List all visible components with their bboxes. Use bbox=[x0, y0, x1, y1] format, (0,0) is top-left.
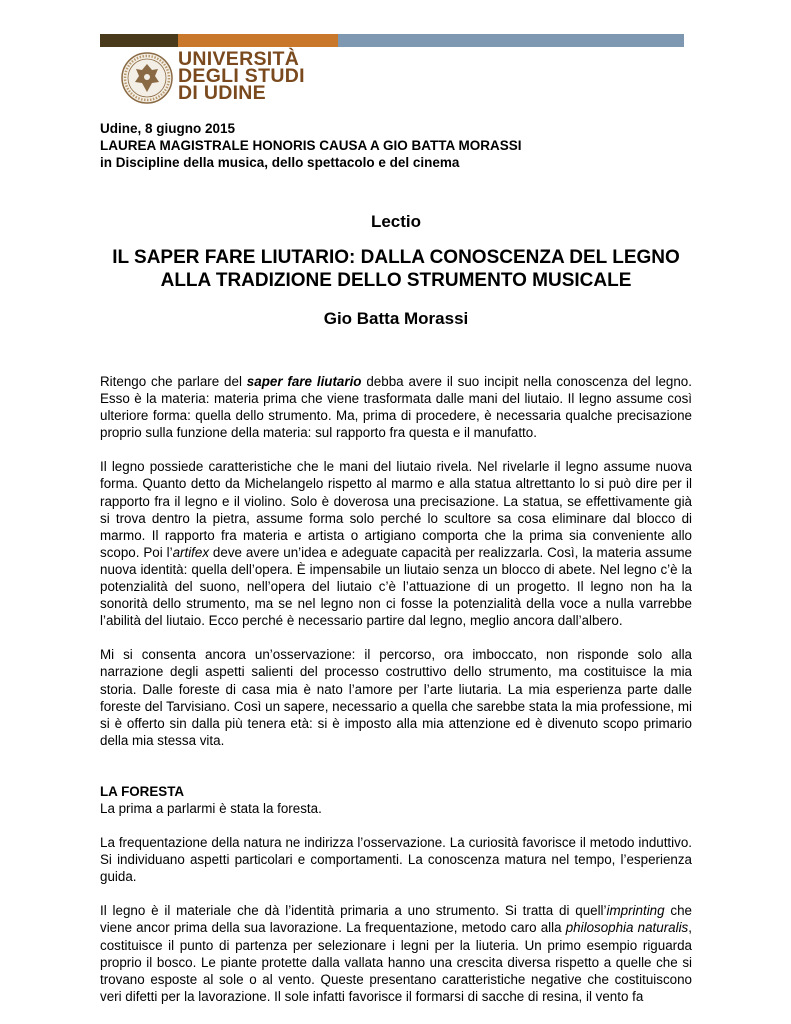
paragraph-4: La prima a parlarmi è stata la foresta. bbox=[100, 800, 322, 816]
logo-line-3: DI UDINE bbox=[178, 82, 266, 104]
header-bar-dark bbox=[100, 34, 178, 47]
p1-emphasis: saper fare liutario bbox=[246, 374, 362, 389]
paragraph-2 bbox=[100, 458, 692, 629]
p1-text-a: Ritengo che parlare del bbox=[100, 374, 247, 389]
document-title bbox=[100, 246, 692, 292]
header-field: in Discipline della musica, dello spettacolo e del cinema bbox=[100, 155, 460, 170]
p1-text-c: debba avere il suo incipit nella conoscenza del legno. Esso è la materia: materia prima che viene trasformata dalle mani del liutaio. Il legno assume così ulteriore forma: quella dello strumento. Ma, prima di procedere, è necessaria qualche precisazione proprio sulla funzione della materia: sul rapporto fra questa e il manufatto. bbox=[100, 374, 692, 441]
university-logo bbox=[178, 48, 305, 104]
header-bar-blue bbox=[338, 34, 684, 47]
header-bar-orange bbox=[178, 34, 338, 47]
p2-text-a: Il legno possiede caratteristiche che le mani del liutaio rivela. Nel rivelarle il legno assume nuova forma. Quanto detto da Michelangelo rispetto al marmo e alla statua altrettanto lo si può dire per il rapporto fra il legno e il violino. Solo è doverosa una precisazione. La statua, se effettivamente già si trova dentro la pietra, assume forma solo perché lo scultore sa cosa eliminare dal blocco di marmo. Il rapporto fra materia e artista o artigiano comporta che la prima sia conveniente allo scopo. Poi l’ bbox=[100, 459, 692, 560]
paragraph-5: La frequentazione della natura ne indirizza l’osservazione. La curiosità favorisce il metodo induttivo. Si individuano aspetti particolari e comportamenti. La conoscenza matura nel tempo, l’esperienza guida. bbox=[100, 835, 692, 885]
document-header bbox=[100, 120, 522, 171]
p2-text-c: deve avere un’idea e adeguate capacità per realizzarla. Così, la materia assume nuova identità: quella dell’opera. È impensabile un liutaio senza un blocco di abete. Nel legno c’è la potenzialità del suono, nell’opera del liutaio c’è l’attuazione di un progetto. Il legno non ha la sonorità dello strumento, ma se nel legno non ci fosse la potenzialità della voce a nulla varrebbe l’abilità del liutaio. Ecco perché è necessario partire dal legno, meglio ancora dall’albero. bbox=[100, 544, 692, 629]
title-line-2: ALLA TRADIZIONE DELLO STRUMENTO MUSICALE bbox=[160, 270, 632, 291]
lectio-label: Lectio bbox=[370, 212, 422, 231]
logo-line-1: UNIVERSITÀ bbox=[178, 48, 300, 70]
title-line-1: IL SAPER FARE LIUTARIO: DALLA CONOSCENZA DEL LEGNO bbox=[112, 247, 680, 268]
paragraph-6 bbox=[100, 902, 692, 1005]
p6-emphasis-2: philosophia naturalis bbox=[565, 920, 689, 936]
logo-line-2: DEGLI STUDI bbox=[178, 65, 305, 87]
p6-text-c: che viene ancor prima della sua lavorazione. La frequentazione, metodo caro alla bbox=[100, 903, 692, 936]
p2-emphasis: artifex bbox=[172, 544, 210, 560]
document-body bbox=[100, 373, 692, 1022]
p6-text-a: Il legno è il materiale che dà l’identità primaria a uno strumento. Si tratta di quell’ bbox=[100, 903, 607, 919]
author-name: Gio Batta Morassi bbox=[323, 309, 469, 328]
section-heading: LA FORESTA bbox=[100, 783, 185, 799]
paragraph-1 bbox=[100, 373, 692, 441]
paragraph-3: Mi si consenta ancora un’osservazione: il percorso, ora imboccato, non risponde solo alla narrazione degli aspetti salienti del processo costruttivo dello strumento, ma costituisce la mia storia. Dalle foreste di casa mia è nato l’amore per l’arte liutaria. La mia esperienza parte dalle foreste del Tarvisiano. Così un sapere, necessario a quella che sarebbe stata la mia professione, mi si è offerto sin dalla più tenera età: si è imposto alla mia attenzione ed è divenuto scopo primario della mia stessa vita. bbox=[100, 647, 692, 748]
header-date: Udine, 8 giugno 2015 bbox=[100, 121, 236, 136]
header-event: LAUREA MAGISTRALE HONORIS CAUSA A GIO BATTA MORASSI bbox=[100, 138, 522, 153]
university-seal-icon bbox=[121, 52, 173, 104]
p6-text-e: , costituisce il punto di partenza per selezionare i legni per la liuteria. Un primo esempio riguarda proprio il bosco. Le piante protette dalla vallata hanno una crescita diversa rispetto a quelle che si trovano esposte al sole o al vento. Queste presentano caratteristiche negative che costituiscono veri difetti per la lavorazione. Il sole infatti favorisce il formarsi di sacche di resina, il vento fa bbox=[100, 920, 692, 1004]
p6-emphasis-1: imprinting bbox=[606, 903, 665, 919]
